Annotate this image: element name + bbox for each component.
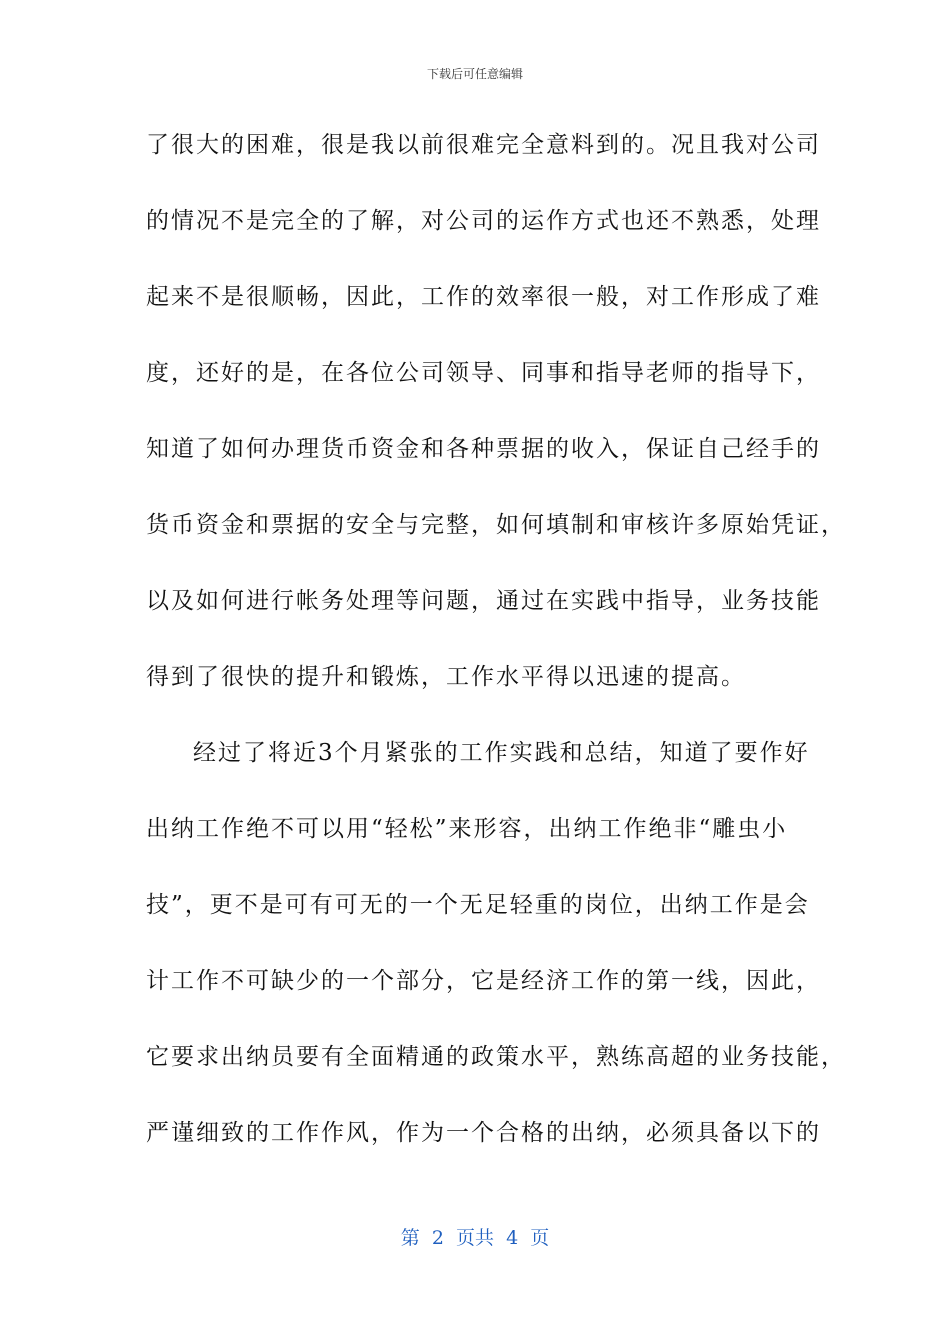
text-line: 出纳工作绝不可以用“轻松”来形容，出纳工作绝非“雕虫小 [146,816,788,842]
paragraph-start-line: 经过了将近3个月紧张的工作实践和总结，知道了要作好 [193,740,810,766]
text-line: 以及如何进行帐务处理等问题，通过在实践中指导，业务技能 [146,588,821,614]
text-line: 得到了很快的提升和锻炼，工作水平得以迅速的提高。 [146,664,746,690]
page-header: 下载后可任意编辑 [426,67,523,81]
text-line: 的情况不是完全的了解，对公司的运作方式也还不熟悉，处理 [146,208,821,234]
text-line: 严谨细致的工作作风，作为一个合格的出纳，必须具备以下的 [146,1120,821,1146]
text-line: 度，还好的是，在各位公司领导、同事和指导老师的指导下， [146,360,821,386]
text-line: 技”，更不是可有可无的一个无足轻重的岗位，出纳工作是会 [146,892,810,918]
text-line: 它要求出纳员要有全面精通的政策水平，熟练高超的业务技能， [146,1044,846,1070]
text-line: 起来不是很顺畅，因此，工作的效率很一般，对工作形成了难 [146,284,821,310]
text-line: 了很大的困难，很是我以前很难完全意料到的。况且我对公司 [146,132,821,158]
document-body [146,125,846,1189]
text-line: 计工作不可缺少的一个部分，它是经济工作的第一线，因此， [146,968,821,994]
text-line: 知道了如何办理货币资金和各种票据的收入，保证自己经手的 [146,436,821,462]
page-number-footer: 第 2 页共 4 页 [400,1227,550,1249]
text-line: 货币资金和票据的安全与完整，如何填制和审核许多原始凭证， [146,512,846,538]
